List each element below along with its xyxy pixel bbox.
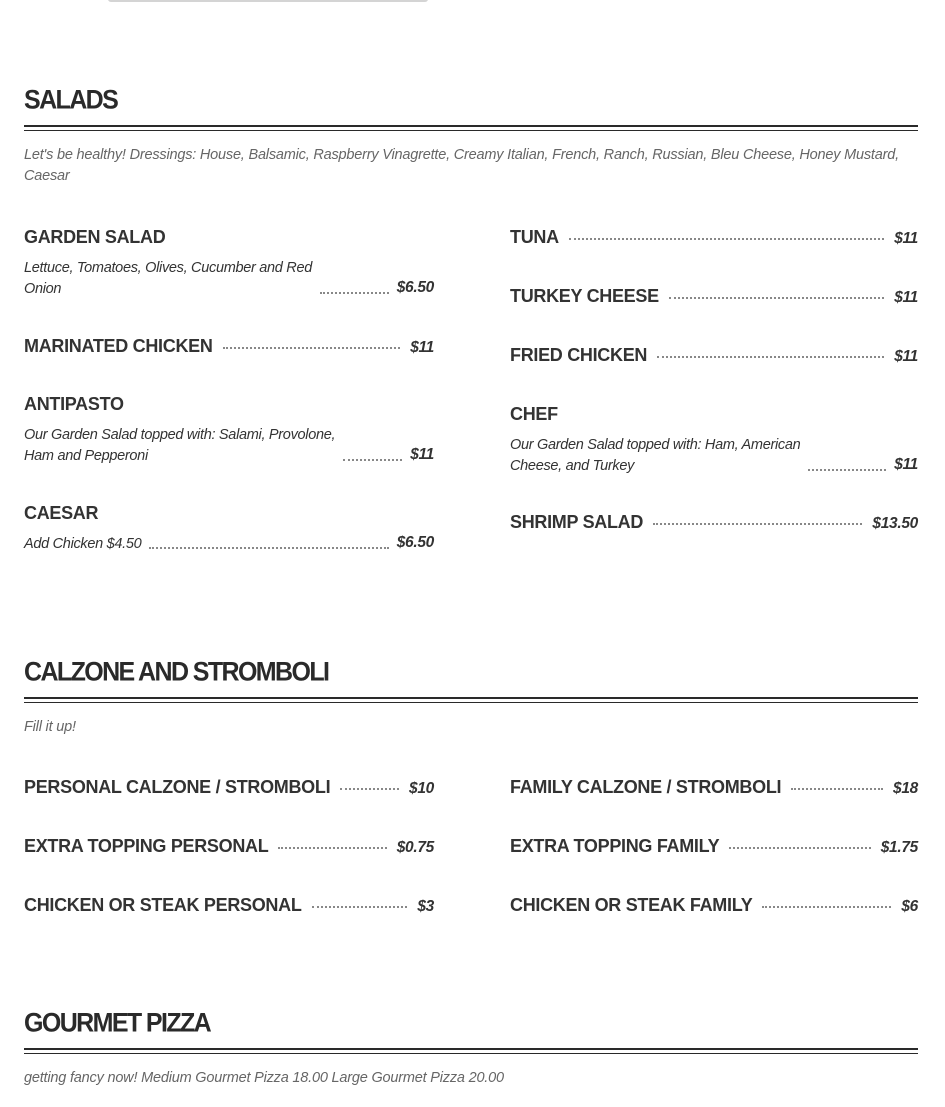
menu-column-right — [510, 776, 918, 916]
item-price: $3 — [417, 898, 434, 915]
dot-leader — [343, 459, 402, 461]
section-title: GOURMET PIZZA — [24, 1007, 211, 1038]
item-price: $13.50 — [872, 515, 918, 532]
item-name: ANTIPASTO — [24, 394, 124, 414]
item-name: FAMILY CALZONE / STROMBOLI — [510, 777, 782, 797]
dot-leader — [312, 906, 408, 908]
menu-item-caesar — [24, 502, 434, 555]
item-price: $11 — [894, 230, 918, 247]
item-description: Lettuce, Tomatoes, Olives, Cucumber and Red Onion — [24, 260, 312, 297]
section-description: getting fancy now! Medium Gourmet Pizza 18.00 Large Gourmet Pizza 20.00 — [24, 1070, 504, 1086]
menu-item-turkey-cheese — [510, 285, 918, 307]
section-title: CALZONE AND STROMBOLI — [24, 656, 329, 687]
item-description: Our Garden Salad topped with: Salami, Provolone, Ham and Pepperoni — [24, 427, 336, 464]
item-price: $11 — [894, 289, 918, 306]
menu-item-personal-calzone — [24, 776, 434, 798]
menu-columns — [24, 776, 918, 916]
item-name: CAESAR — [24, 503, 99, 523]
menu-item-extra-topping-family — [510, 835, 918, 857]
item-price: $6 — [901, 898, 918, 915]
menu-columns — [24, 226, 918, 555]
item-price: $18 — [893, 780, 918, 797]
section-description: Fill it up! — [24, 719, 76, 735]
dot-leader — [808, 469, 886, 471]
item-price: $6.50 — [396, 279, 434, 296]
item-name: SHRIMP SALAD — [510, 512, 644, 532]
section-calzone-stromboli — [24, 658, 918, 916]
menu-item-chicken-steak-personal — [24, 894, 434, 916]
section-divider — [24, 1048, 918, 1054]
menu-item-shrimp-salad — [510, 511, 918, 533]
menu-column-right — [510, 226, 918, 555]
cut-off-heading — [108, 0, 428, 2]
dot-leader — [223, 347, 401, 349]
item-description: Our Garden Salad topped with: Ham, American Cheese, and Turkey — [510, 437, 801, 474]
dot-leader — [791, 788, 883, 790]
item-name: CHICKEN OR STEAK PERSONAL — [24, 895, 302, 915]
section-divider — [24, 125, 918, 131]
section-title: SALADS — [24, 84, 118, 115]
item-price: $11 — [894, 348, 918, 365]
dot-leader — [657, 356, 884, 358]
item-price: $10 — [409, 780, 434, 797]
item-description: Add Chicken $4.50 — [24, 536, 142, 552]
menu-column-left — [24, 776, 434, 916]
menu-item-family-calzone — [510, 776, 918, 798]
dot-leader — [340, 788, 399, 790]
menu-column-left — [24, 226, 434, 555]
item-name: MARINATED CHICKEN — [24, 336, 213, 356]
section-description: Let's be healthy! Dressings: House, Balsamic, Raspberry Vinagrette, Creamy Italian, French, Ranch, Russian, Bleu Cheese, Honey Mustard, Caesar — [24, 147, 899, 184]
item-name: TURKEY CHEESE — [510, 286, 659, 306]
section-salads — [24, 86, 918, 555]
item-name: PERSONAL CALZONE / STROMBOLI — [24, 777, 331, 797]
dot-leader — [569, 238, 884, 240]
item-price: $0.75 — [396, 839, 434, 856]
menu-item-chicken-steak-family — [510, 894, 918, 916]
item-price: $6.50 — [396, 534, 434, 551]
item-price: $11 — [410, 446, 434, 463]
section-divider — [24, 697, 918, 703]
item-name: CHICKEN OR STEAK FAMILY — [510, 895, 753, 915]
menu-item-tuna — [510, 226, 918, 248]
dot-leader — [762, 906, 891, 908]
dot-leader — [278, 847, 386, 849]
item-name: GARDEN SALAD — [24, 227, 166, 247]
dot-leader — [149, 547, 388, 549]
menu-item-antipasto — [24, 393, 434, 467]
dot-leader — [320, 292, 389, 294]
item-name: CHEF — [510, 404, 558, 424]
dot-leader — [653, 523, 862, 525]
item-price: $11 — [410, 339, 434, 356]
menu-item-extra-topping-personal — [24, 835, 434, 857]
item-name: EXTRA TOPPING PERSONAL — [24, 836, 269, 856]
menu-item-fried-chicken — [510, 344, 918, 366]
section-gourmet-pizza — [24, 1009, 918, 1089]
item-price: $11 — [894, 456, 918, 473]
menu-item-chef — [510, 403, 918, 477]
menu-item-marinated-chicken — [24, 335, 434, 357]
dot-leader — [669, 297, 884, 299]
item-price: $1.75 — [880, 839, 918, 856]
item-name: EXTRA TOPPING FAMILY — [510, 836, 720, 856]
item-name: TUNA — [510, 227, 559, 247]
item-name: FRIED CHICKEN — [510, 345, 648, 365]
menu-item-garden-salad — [24, 226, 434, 300]
dot-leader — [729, 847, 870, 849]
